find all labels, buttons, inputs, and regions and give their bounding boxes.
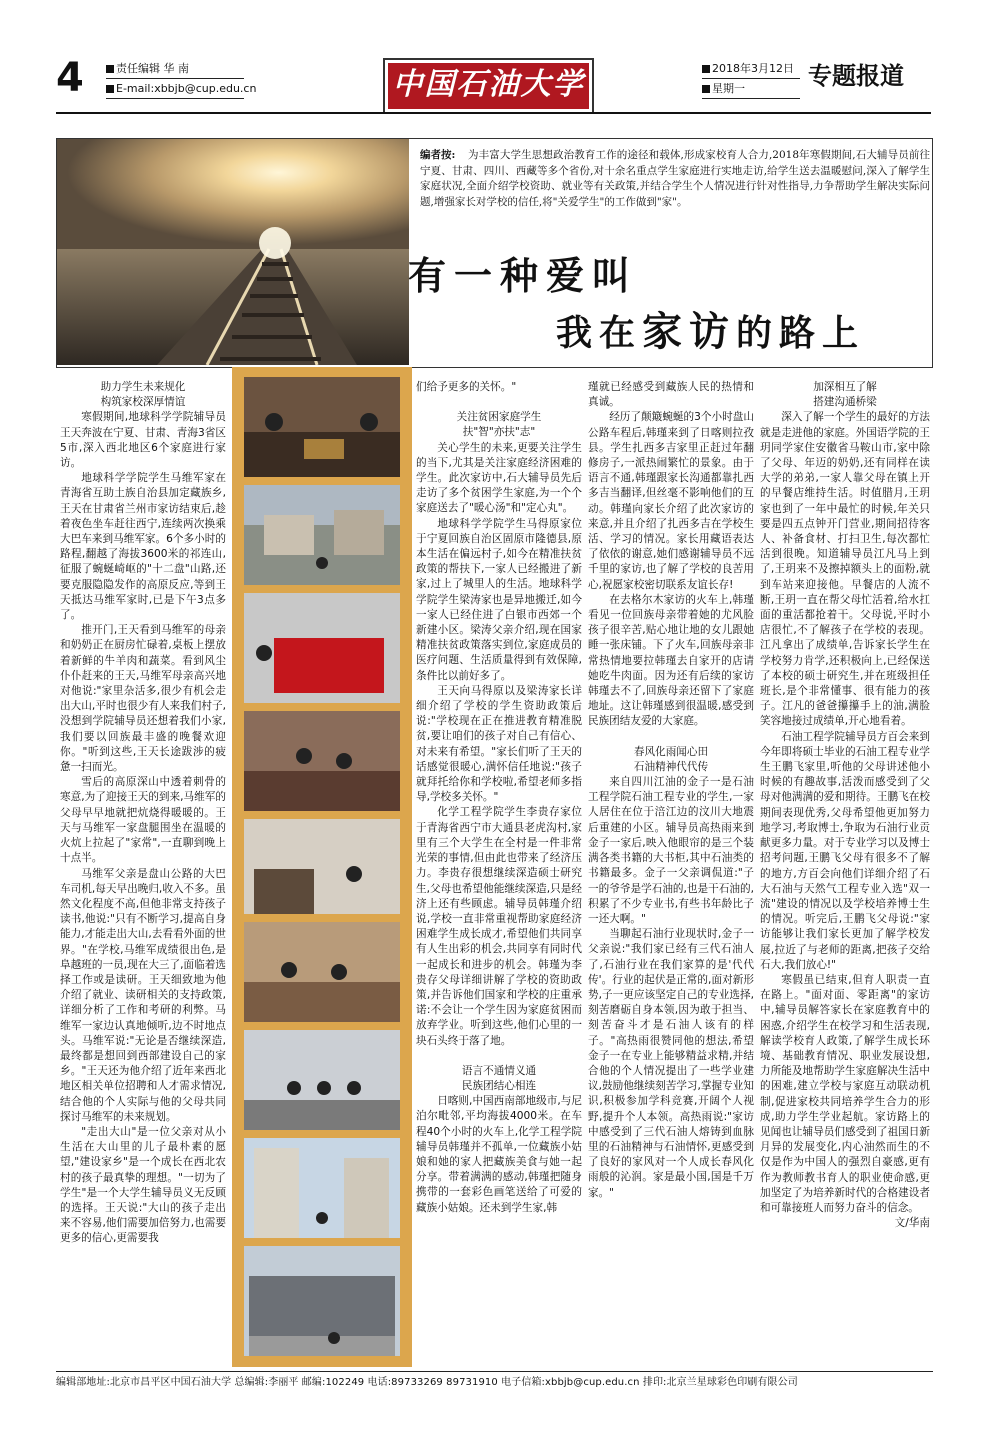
paragraph: 深入了解一个学生的最好的方法就是走进他的家庭。外国语学院的王玥同学家住安徽省马鞍山市,家中除了父母、年迈的奶奶,还有同样在读大学的弟弟,一家人靠父母在镇上开的早餐店维持生活。时值腊月,王玥家也到了一年中最忙的时候,年关只要是四五点钟开门营业,期间招待客人、补备食材、打扫卫生,每次都忙活到很晚。知道辅导员江凡马上到了,王玥来不及擦掉额头上的面粉,就到车站来迎接他。早餐店的人流不断,王玥一直在帮父母忙活着,给水扛面的重活都抢着干。父母说,平时小店很忙,不了解孩子在学校的表现。江凡拿出了成绩单,告诉家长学生在学校努力肯学,还积极向上,已经保送了本校的硕士研究生,并在班级担任班长,是个非常懂事、很有能力的孩子。江凡的爸爸攥攥手上的油,满脸笑容地接过成绩单,开心地看着。 [760,411,930,728]
paragraph: 经历了颠簸蜿蜒的3个小时盘山公路车程后,韩瑾来到了日喀则拉孜县。学生扎西多吉家里正赶过年翻修房子,一派热闹繁忙的景象。由于语言不通,韩瑾跟家长沟通都靠扎西多吉当翻译,但丝毫不影响他们的互动。韩瑾向家长介绍了此次家访的来意,并且介绍了扎西多吉在学校生活、学习的情况。家长用藏语表达了依依的谢意,她们感谢辅导员不远千里的家访,也了解了学校的良苦用心,祝愿家校密切联系友谊长存! [588,411,754,591]
living-room-illustration [244,922,400,1022]
headline-part-a: 我在 [556,312,643,354]
email-line [106,82,256,96]
paragraph: 瑾就已经感受到藏族人民的热情和真诚。 [588,381,754,409]
paragraph: 在去格尔木家访的火车上,韩瑾看见一位回族母亲带着她的尤风脸孩子很辛苦,贴心地让地的女儿跟她睡一张床铺。下了火车,回族母亲非常热情地要拉韩瑾去自家开的店请她吃牛肉面。因为还有后续的家访韩瑾去不了,回族母亲还留下了家庭地址。这让韩瑾感到很温暖,感受到民族团结友爱的大家庭。 [588,593,754,728]
subheading: 石油精神代代传 [633,760,709,773]
photo-strip [232,367,412,1367]
paragraph: 马维军父亲是盘山公路的大巴车司机,每天早出晚归,收入不多。虽然文化程度不高,但他非常支持孩子读书,他说:"只有不断学习,提高自身能力,才能走出大山,去看看外面的世界。"在学校,马维军成绩很出色,是阜越班的一员,现在大三了,面临着选择工作或是读研。王天细致地为他介绍了就业、读研相关的支持政策,详细分析了工作和考研的利弊。马维军一家边认真地倾听,边不时地点头。马维军说:"无论是否继续深造,最终都是想回到西部建设自己的家乡。"王天还为他介绍了近年来西北地区相关单位招聘和人才需求情况,结合他的个人实际与他的父母共同探讨马维军的未来规划。 [60,867,226,1123]
subheading: 民族团结心相连 [461,1079,537,1092]
editor-note [420,148,930,238]
editor-note-text: 为丰富大学生思想政治教育工作的途径和载体,形成家校育人合力,2018年寒假期间,石大辅导员前往宁夏、甘肃、四川、西藏等多个省份,对十余名重点学生家庭进行实地走访,给学生送去温暖慰问,深入了解学生家庭状况,全面介绍学校资助、就业等有关政策,并结合学生个人情况进行针对性指导,力争帮助学生解决实际问题,增强家长对学校的信任,将"关爱学生"的工作做到"家"。 [420,149,930,208]
paragraph: 王天向马得原以及梁涛家长详细介绍了学校的学生资助政策后说:"学校现在正在推进教育精准脱贫,要让咱们的孩子对自己有信心、对未来有希望。"家长们听了王天的话感觉很暖心,满怀信任地说:"孩子就拜托给你和学校啦,希望老师多指导,学校多关怀。" [416,684,582,804]
railway-illustration [57,139,409,365]
article-column-4 [760,380,930,1364]
apartment-illustration [244,1138,400,1238]
editor-note-label: 编者按: [420,149,456,161]
family-sofa-illustration [244,377,400,477]
weekday-text: 星期一 [712,82,745,95]
header-rule [106,98,244,99]
subheading: 关注贫困家庭学生 [456,411,542,424]
date-text: 2018年3月12日 [712,62,794,75]
paragraph-gap [588,730,754,745]
paragraph: 日喀则,中国西南部地级市,与尼泊尔毗邻,平均海拔4000米。在车程40个小时的火车上,化学工程学院辅导员韩瑾并不孤单,一位藏族小姑娘和她的家人把藏族美食与她一起分享。带着满满的感动,韩瑾把随身携带的一套彩色画笔送给了可爱的藏族小姑娘。还未到学生家,韩 [416,1095,582,1214]
masthead-text: 中国石油大学 [388,63,589,109]
apartment-photo [244,1138,400,1238]
paragraph: "走出大山"是一位父亲对从小生活在大山里的儿子最朴素的愿望,"建设家乡"是一个成长在西北农村的孩子最真挚的理想。"一切为了学生"是一个大学生辅导员义无反顾的选择。王天说:"大山的孩子走出来不容易,他们需要加倍努力,也需要更多的信心,更需要我 [60,1125,226,1245]
headline-line2 [556,300,865,357]
train-station-illustration [244,1246,400,1356]
subheading: 语言不通情义通 [461,1064,537,1077]
subheading: 助力学生未来规化 [100,381,186,393]
header-rule [106,78,244,79]
paragraph: 关心学生的未来,更要关注学生的当下,尤其是关注家庭经济困难的学生。此次家访中,石大辅导员先后走访了多个贫困学生家庭,为一个个家庭送去了"暖心汤"和"定心丸"。 [416,441,582,515]
headline-part-b: 家访 [642,308,737,355]
paragraph: 地球科学学院学生马维军家在青海省互助土族自治县加定藏族乡,王天在甘肃省兰州市家访结束后,趁着夜色坐车赶往西宁,连续两次换乘大巴车来到马维军家。6个多小时的路程,翻越了海拔3600米的祁连山,征服了蜿蜒崎岖的"十二盘"山路,还要克服隐隐发作的高原反应,等到王天抵达马维军家时,已是下午3点多了。 [60,472,226,622]
email-line-text: E-mail:xbbjb@cup.edu.cn [116,82,257,95]
paragraph: 地球科学学院学生马得原家位于宁夏回族自治区固原市隆德县,原本生活在偏远村子,如今在精准扶贫政策的帮扶下,一家人已经搬进了新家,过上了城里人的生活。地球科学学院学生梁涛家也是异地搬迁,如今一家人已经住进了白银市西郊一个新建小区。梁涛父亲介绍,现在国家精准扶贫政策落实到位,家庭成员的医疗问题、生活质量得到有效保障,条件比以前好多了。 [416,517,582,682]
paragraph: 来自四川江油的金子一是石油工程学院石油工程专业的学生,一家人居住在位于涪江边的汶川大地震后重建的小区。辅导员高热雨来到金子一家后,映入他眼帘的是三个装满各类书籍的大书柜,其中石油类的书籍最多。金子一父亲调侃道:"子一的爷爷是学石油的,也是干石油的,积累了不少专业书,有些书年龄比子一还大啊。" [588,776,754,925]
street-illustration [244,485,400,585]
editor-line [106,62,189,76]
header-bottom-rule [56,112,931,114]
article-column-2 [416,380,582,1364]
subheading: 扶"智"亦扶"志" [462,426,536,439]
paragraph-gap [416,395,582,410]
subheading: 春风化雨闻心田 [633,745,709,758]
subheading: 搭建沟通桥梁 [813,396,877,409]
editor-line-text: 责任编辑 华 南 [116,62,189,75]
header-rule [702,98,800,99]
living-room-photo [244,922,400,1022]
section-title: 专题报道 [808,62,904,90]
headline-part-c: 的路上 [736,312,866,354]
footer-rule [56,1371,933,1372]
home-visit-photo [244,711,400,811]
train-station-photo [244,1246,400,1356]
paragraph: 化学工程学院学生李贵存家位于青海省西宁市大通县老虎沟村,家里有三个大学生在全村是一件非常光荣的事情,但由此也带来了经济压力。李贵存很想继续深造硕士研究生,父母也希望他能继续深造,只是经济上还有些顾虑。辅导员韩瑾介绍说,学校一直非常重视帮助家庭经济困难学生成长成才,希望他们共同享有人生出彩的机会,共同享有同时代一起成长和进步的机会。韩瑾为李贵存父母详细讲解了学校的资助政策,并告诉他们国家和学校的庄重承诺:不会让一个学生因为家庭贫困而放弃学业。听到这些,他们心里的一块石头终于落了地。 [416,806,582,1047]
page-number: 4 [56,55,84,101]
red-flag-illustration [244,593,400,703]
room-photo [244,819,400,914]
subheading: 加深相互了解 [813,381,877,393]
paragraph: 寒假期间,地球科学学院辅导员王天奔波在宁夏、甘肃、青海3省区5市,深入西北地区6个家庭进行家访。 [60,411,226,470]
masthead-logo [383,58,594,114]
railway-sunset-photo [57,139,409,365]
date-line [702,62,794,76]
paragraph: 雪后的高原深山中透着刺骨的寒意,为了迎接王天的到来,马维军的父母早早地就把炕烧得暖暖的。王天与马维军一家盘腿围坐在温暖的火炕上拉起了"家常",一直聊到晚上十点半。 [60,776,226,865]
paragraph: 推开门,王天看到马维军的母亲和奶奶正在厨房忙碌着,桌板上摆放着新鲜的牛羊肉和蔬菜。看到风尘仆仆赶来的王天,马维军母亲高兴地对他说:"家里杂活多,很少有机会走出大山,平时也很少有人来我们村子,没想到学院辅导员还想着我们小家,我们要以回族最丰盛的晚餐欢迎你。"听到这些,王天长途跋涉的疲惫一扫而光。 [60,624,226,774]
paragraph: 石油工程学院辅导员方百会来到今年即将硕士毕业的石油工程专业学生王鹏飞家里,听他的父母讲述他小时候的有趣故事,活泼而感受到了父母对他满满的爱和期待。王鹏飞在校期间表现优秀,父母希望他更加努力地学习,考取博士,争取为石油行业贡献更多力量。对于专业学习以及博士招考问题,王鹏飞父母有很多不了解的地方,方百会向他们详细介绍了石大石油与天然气工程专业入选"双一流"建设的情况以及学校培养博士生的情况。听完后,王鹏飞父母说:"家访能够让我们家长更加了解学校发展,拉近了与老师的距离,把孩子交给石大,我们放心!" [760,730,930,971]
subheading: 构筑家校深厚情谊 [100,396,186,409]
footer-info: 编辑部地址:北京市昌平区中国石油大学 总编辑:李丽平 邮编:102249 电话:89733269 89731910 电子信箱:xbbjb@cup.edu.cn 排印:北京兰星球彩色印刷有限公司 [56,1377,798,1388]
street-photo [244,485,400,585]
paragraph: 们给予更多的关怀。" [416,381,517,393]
byline: 文/华南 [894,1217,930,1230]
article-column-1 [60,380,226,1364]
family-sofa-photo [244,377,400,477]
paragraph-gap [416,1049,582,1064]
group-illustration [244,1030,400,1130]
home-visit-illustration [244,711,400,811]
room-illustration [244,819,400,914]
weekday-line [702,82,745,96]
paragraph: 寒假虽已结束,但育人职责一直在路上。"面对面、零距离"的家访中,辅导员解答家长在家庭教育中的困惑,介绍学生在校学习和生活表现,解读学校育人政策,了解学生成长环境、基础教育情况、职业发展设想,力所能及地帮助学生家庭解决生活中的困难,建立学校与家庭互动联动机制,促进家校共同培养学生合力的形成,助力学生学业起航。家访路上的见闻也让辅导员们感受到了祖国日新月异的发展变化,内心油然而生的不仅是作为中国人的强烈自豪感,更有作为教师教书育人的职业使命感,更加坚定了为培养新时代的合格建设者和可靠接班人而努力奋斗的信念。 [760,973,930,1214]
headline-line1: 有一种爱叫 [408,253,639,298]
paragraph: 当聊起石油行业现状时,金子一父亲说:"我们家已经有三代石油人了,石油行业在我们家算的是'代代传'。行业的起伏是正常的,面对新形势,子一更应该坚定自己的专业选择,刻苦磨砺自身本领,因为敢于担当、刻苦奋斗才是石油人该有的样子。"高热雨很赞同他的想法,希望金子一在专业上能够精益求精,并结合他的个人情况提出了一些学业建议,鼓励他继续刻苦学习,掌握专业知识,积极参加学科竞赛,开阔个人视野,提升个人本领。高热雨说:"家访中感受到了三代石油人熔铸到血脉里的石油精神与石油情怀,更感受到了良好的家风对一个人成长春风化雨般的沁润。家是最小国,国是千万家。" [588,928,754,1199]
header-rule [702,78,800,79]
red-flag-photo [244,593,400,703]
article-column-3 [588,380,754,1364]
group-photo [244,1030,400,1130]
